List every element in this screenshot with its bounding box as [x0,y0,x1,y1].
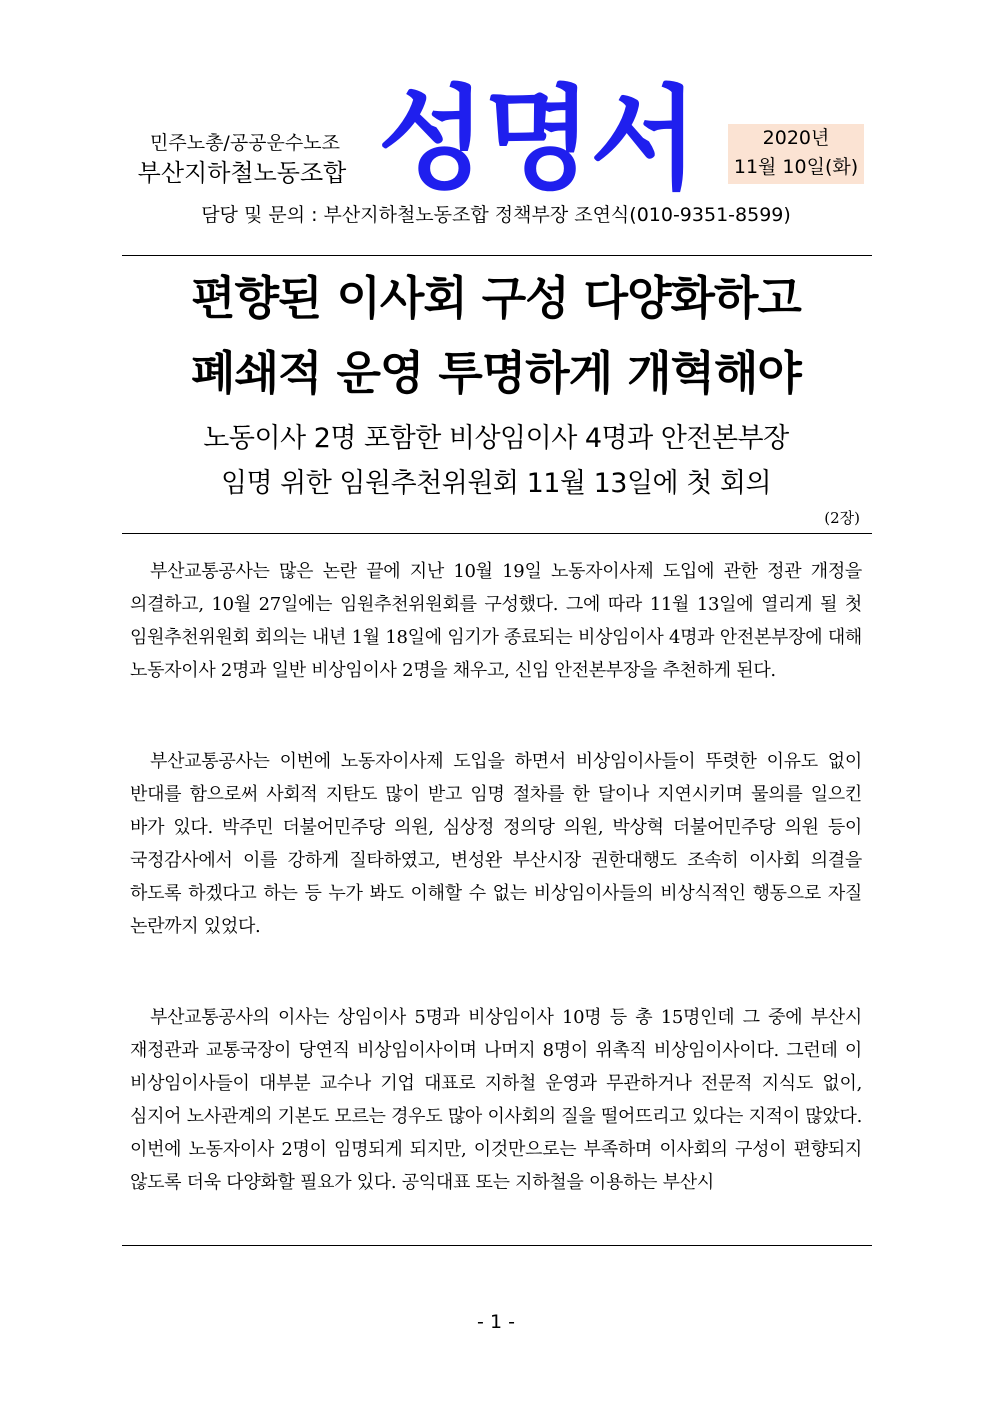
top-divider [122,255,872,256]
headline-line1: 편향된 이사회 구성 다양화하고 [191,271,801,325]
document-type-title: 성명서 [377,75,697,205]
body-paragraph-1: 부산교통공사는 많은 논란 끝에 지난 10월 19일 노동자이사제 도입에 관한 정관 개정을 의결하고, 10월 27일에는 임원추천위원회를 구성했다. 그에 따라 11월 13일에 열리게 될 첫 임원추천위원회 회의는 내년 1월 18일에 임기가 종료되는 비상임이사 4명과 안전본부장에 대해 노동자이사 2명과 일반 비상임이사 2명을 채우고, 신임 안전본부장을 추천하게 된다. [130,561,862,681]
subheadline-line2: 임명 위한 임원추천위원회 11월 13일에 첫 회의 [220,468,772,499]
date-year: 2020년 [762,127,830,149]
date-box [728,124,864,184]
headline-divider [122,533,872,534]
body-paragraph-2: 부산교통공사는 이번에 노동자이사제 도입을 하면서 비상임이사들이 뚜렷한 이유도 없이 반대를 함으로써 사회적 지탄도 많이 받고 임명 절차를 한 달이나 지연시키며 물의를 일으킨 바가 있다. 박주민 더불어민주당 의원, 심상정 정의당 의원, 박상혁 더불어민주당 의원 등이 국정감사에서 이를 강하게 질타하였고, 변성완 부산시장 권한대행도 조속히 이사회 의결을 하도록 하겠다고 하는 등 누가 봐도 이해할 수 없는 비상임이사들의 비상식적인 행동으로 자질 논란까지 있었다. [130,751,862,937]
contact-info: 담당 및 문의 : 부산지하철노동조합 정책부장 조연식(010-9351-8599) [201,204,791,226]
headline-line2: 폐쇄적 운영 투명하게 개혁해야 [191,346,801,400]
organization-affiliation: 민주노총/공공운수노조 [150,132,340,154]
bottom-divider [122,1245,872,1246]
organization-name: 부산지하철노동조합 [137,159,347,187]
date-day: 11월 10일(화) [733,156,859,178]
page-count-note: (2장) [824,509,860,527]
page-number: - 1 - [477,1311,515,1333]
body-paragraph-3: 부산교통공사의 이사는 상임이사 5명과 비상임이사 10명 등 총 15명인데 그 중에 부산시 재정관과 교통국장이 당연직 비상임이사이며 나머지 8명이 위촉직 비상임이사이다. 그런데 이 비상임이사들이 대부분 교수나 기업 대표로 지하철 운영과 무관하거나 전문적 지식도 없이, 심지어 노사관계의 기본도 모르는 경우도 많아 이사회의 질을 떨어뜨리고 있다는 지적이 많았다. 이번에 노동자이사 2명이 임명되게 되지만, 이것만으로는 부족하며 이사회의 구성이 편향되지 않도록 더욱 다양화할 필요가 있다. 공익대표 또는 지하철을 이용하는 부산시 [130,1007,862,1193]
subheadline-line1: 노동이사 2명 포함한 비상임이사 4명과 안전본부장 [203,423,789,454]
